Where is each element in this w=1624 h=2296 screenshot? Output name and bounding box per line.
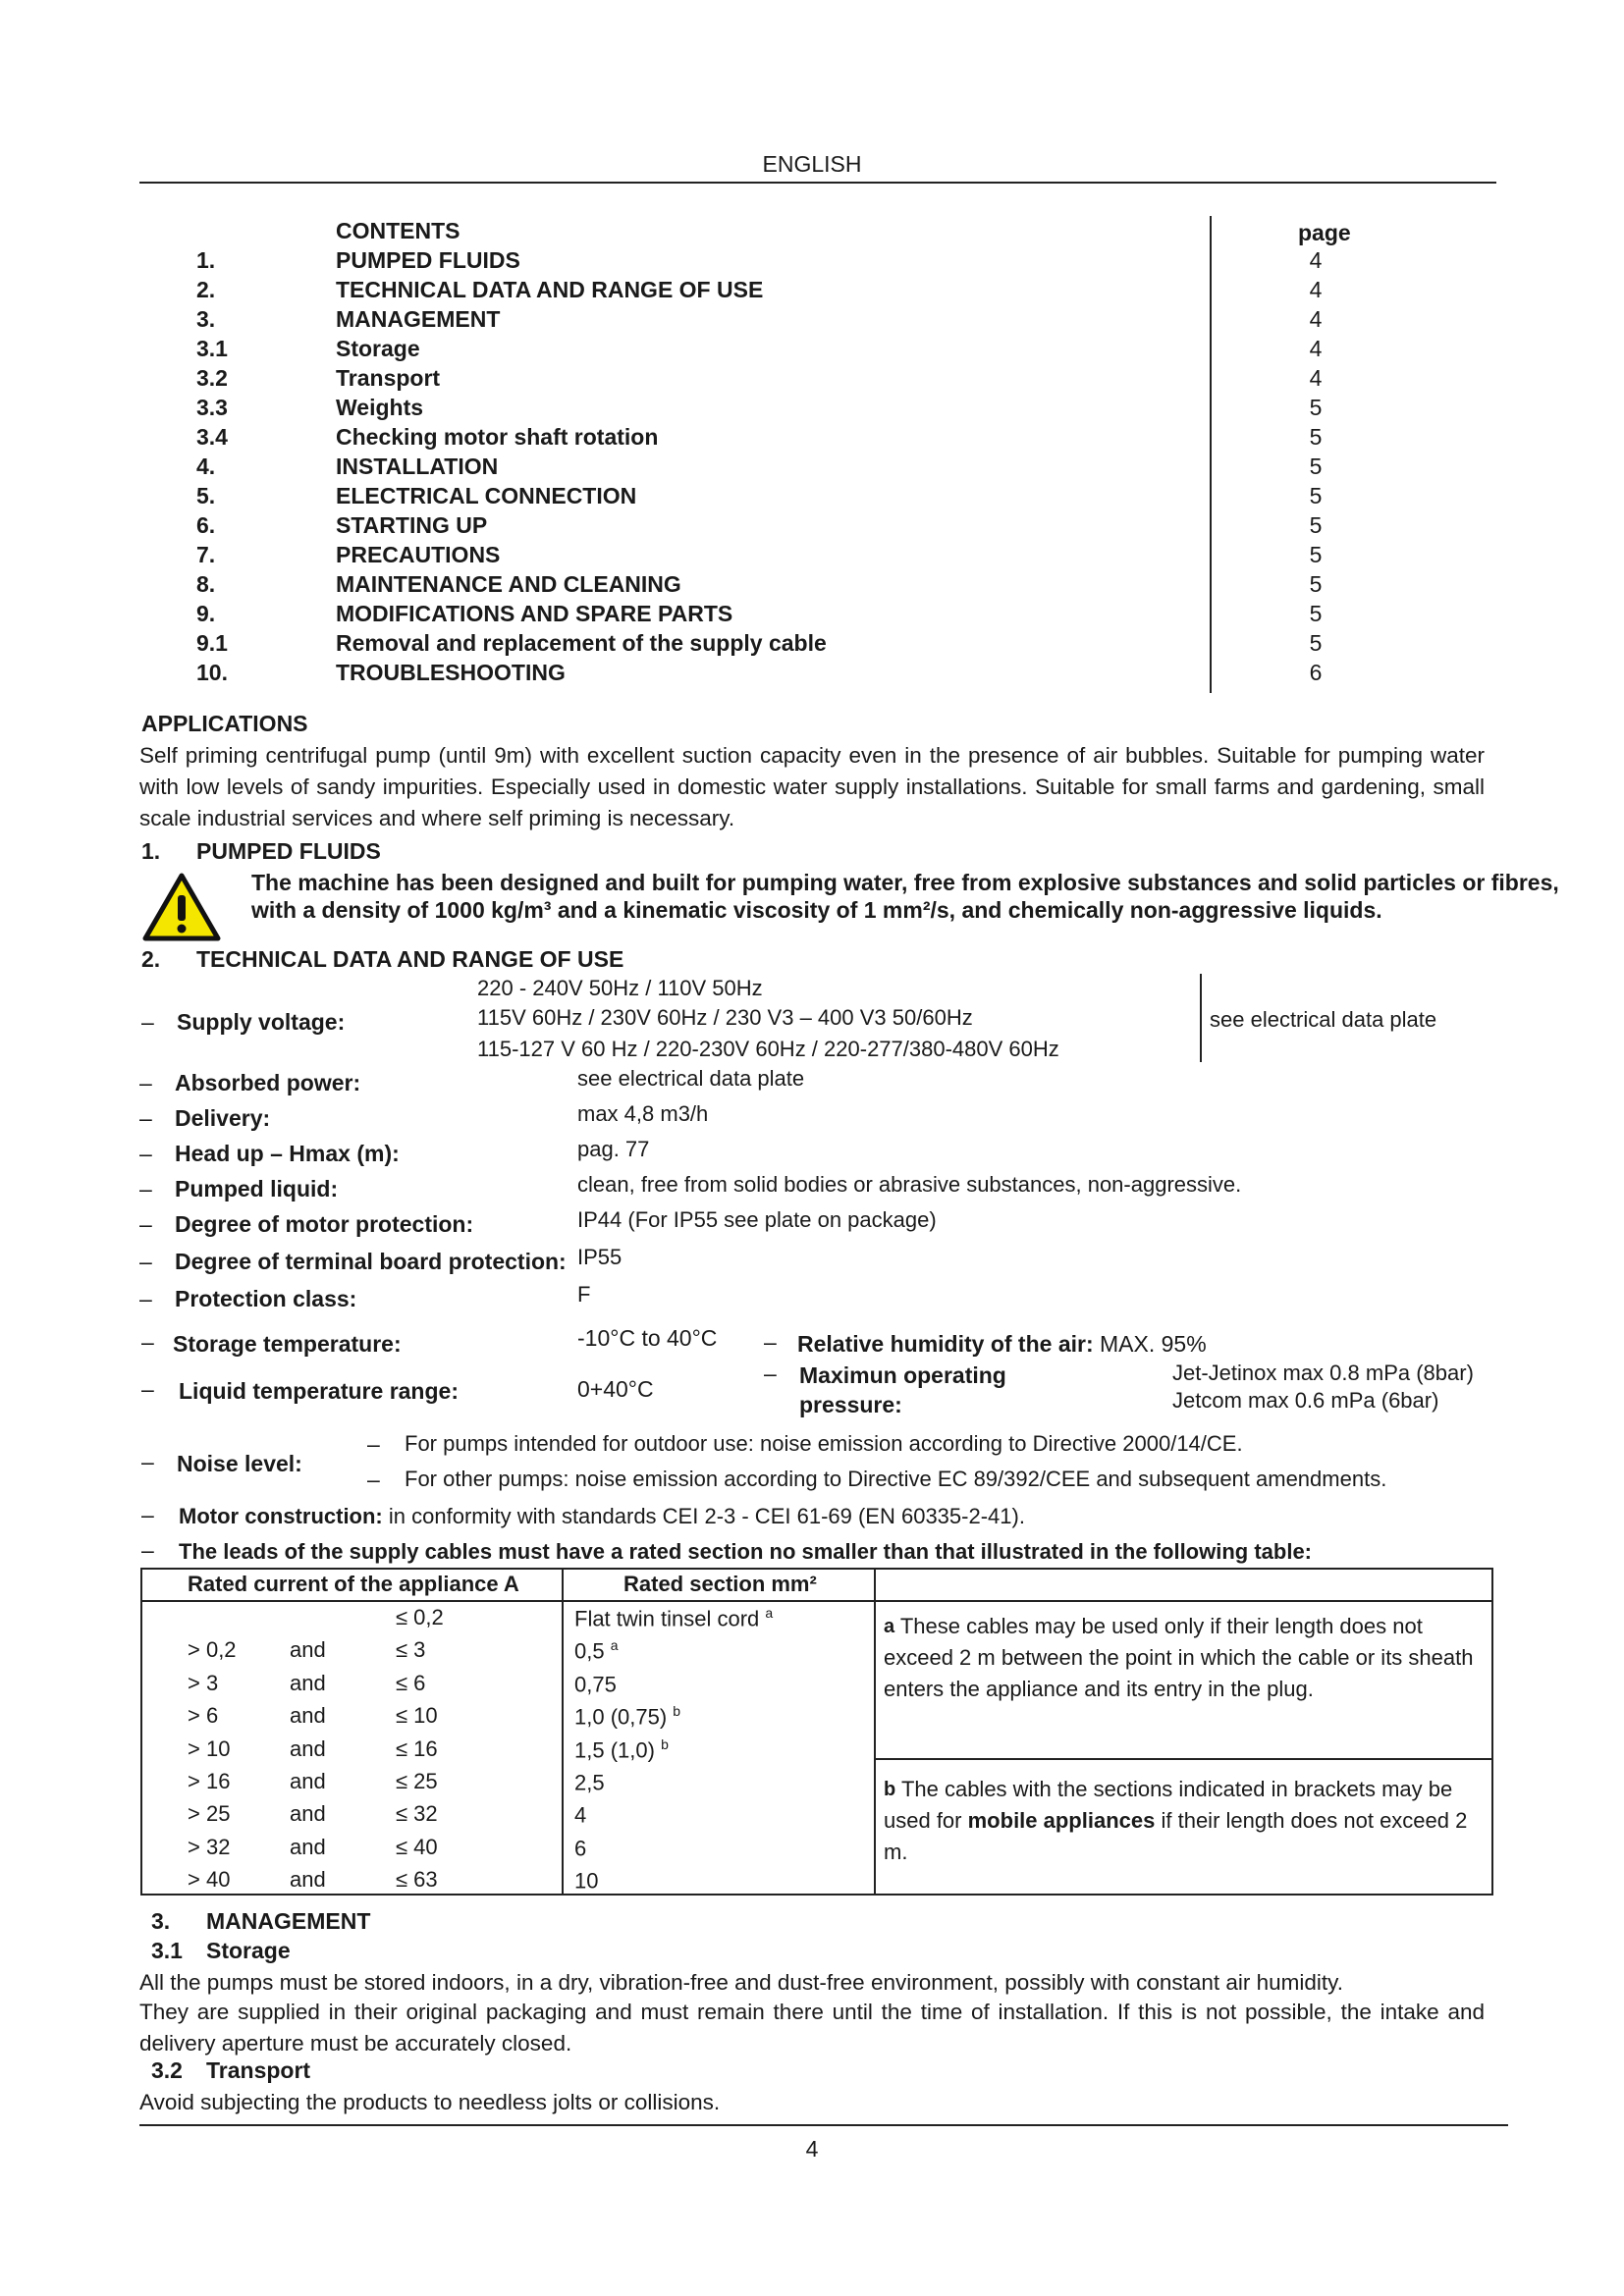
spec-dash: – bbox=[141, 1502, 154, 1527]
toc-item-number: 3.3 bbox=[196, 395, 228, 420]
spec-label: Head up – Hmax (m): bbox=[175, 1141, 400, 1166]
toc-item bbox=[196, 660, 1355, 689]
toc-item bbox=[196, 277, 1355, 306]
table-cell-and: and bbox=[290, 1867, 326, 1893]
table-cell-and: and bbox=[290, 1670, 326, 1695]
table-col-divider bbox=[562, 1570, 564, 1894]
toc-item-number: 10. bbox=[196, 660, 228, 685]
toc-item bbox=[196, 395, 1355, 424]
noise-line1: For pumps intended for outdoor use: noise emission according to Directive 2000/14/CE. bbox=[405, 1431, 1243, 1456]
spec-row bbox=[139, 1172, 1494, 1209]
section-footnote-mark: a bbox=[765, 1605, 774, 1621]
spec-row bbox=[139, 1207, 1494, 1245]
spec-dash: – bbox=[141, 1009, 154, 1035]
table-cell-and: and bbox=[290, 1801, 326, 1827]
toc-item-page: 5 bbox=[1309, 395, 1323, 420]
toc-item bbox=[196, 601, 1355, 630]
toc-item-title: Transport bbox=[336, 365, 441, 391]
toc-item bbox=[196, 542, 1355, 571]
section-value: 0,5 bbox=[574, 1638, 605, 1664]
toc-item bbox=[196, 630, 1355, 660]
table-cell-max-current: ≤ 40 bbox=[396, 1834, 438, 1859]
warning-icon bbox=[141, 872, 222, 942]
max-pressure-value-line1: Jet-Jetinox max 0.8 mPa (8bar) bbox=[1172, 1361, 1474, 1385]
toc-item-number: 2. bbox=[196, 277, 216, 302]
motor-label: Motor construction: bbox=[179, 1504, 383, 1528]
spec-row bbox=[139, 1101, 1494, 1139]
section-value: 0,75 bbox=[574, 1672, 617, 1697]
toc-item-title: Checking motor shaft rotation bbox=[336, 424, 659, 450]
table-cell-and: and bbox=[290, 1769, 326, 1793]
table-cell-max-current: ≤ 25 bbox=[396, 1769, 438, 1793]
spec-value: IP55 bbox=[577, 1245, 623, 1269]
supply-divider bbox=[1200, 974, 1202, 1062]
spec-dash: – bbox=[139, 1286, 152, 1311]
storage-text-1: All the pumps must be stored indoors, in a dry, vibration-free and dust-free environment, possibly with constant air humidity. bbox=[139, 1970, 1343, 1995]
page-header-language: ENGLISH bbox=[762, 151, 862, 177]
section-value: 1,5 (1,0) bbox=[574, 1736, 655, 1762]
toc-item-page: 5 bbox=[1309, 454, 1323, 479]
section-footnote-mark: b bbox=[673, 1703, 681, 1720]
toc-item-title: TROUBLESHOOTING bbox=[336, 660, 566, 685]
section-value: 10 bbox=[574, 1868, 599, 1894]
table-cell-min-current: > 32 bbox=[188, 1834, 231, 1859]
toc-item-title: MAINTENANCE AND CLEANING bbox=[336, 571, 681, 597]
table-cell-min-current: > 3 bbox=[188, 1670, 219, 1695]
table-cell-max-current: ≤ 32 bbox=[396, 1801, 438, 1827]
toc-item-page: 5 bbox=[1309, 630, 1323, 656]
spec-row bbox=[139, 1066, 1494, 1103]
spec-value-line3: 115-127 V 60 Hz / 220-230V 60Hz / 220-277/380-480V 60Hz bbox=[477, 1037, 1059, 1061]
toc-item-number: 7. bbox=[196, 542, 216, 567]
section1-warning-line2: with a density of 1000 kg/m³ and a kinematic viscosity of 1 mm²/s, and chemically non-aggressive liquids. bbox=[251, 897, 1382, 923]
toc-item-page: 5 bbox=[1309, 542, 1323, 567]
section3-1-number: 3.1 bbox=[151, 1938, 183, 1963]
spec-label: Degree of terminal board protection: bbox=[175, 1249, 567, 1274]
toc-title: CONTENTS bbox=[336, 218, 460, 243]
applications-heading: APPLICATIONS bbox=[141, 711, 308, 736]
spec-value: pag. 77 bbox=[577, 1137, 650, 1161]
toc-item-number: 9.1 bbox=[196, 630, 228, 656]
storage-temp-label: Storage temperature: bbox=[173, 1331, 402, 1357]
section-value: 6 bbox=[574, 1836, 587, 1861]
table-cell-min-current: > 40 bbox=[188, 1867, 231, 1893]
spec-dash: – bbox=[139, 1141, 152, 1166]
table-cell-and: and bbox=[290, 1637, 326, 1663]
toc-item-page: 5 bbox=[1309, 512, 1323, 538]
toc-item-title: PUMPED FLUIDS bbox=[336, 247, 520, 273]
toc-item-page: 4 bbox=[1309, 306, 1323, 332]
section-value: 4 bbox=[574, 1802, 587, 1828]
table-header-current: Rated current of the appliance A bbox=[188, 1572, 519, 1596]
toc-item bbox=[196, 365, 1355, 395]
toc-item bbox=[196, 512, 1355, 542]
table-cell-section bbox=[574, 1801, 586, 1828]
toc-item-page: 4 bbox=[1309, 365, 1323, 391]
table-cell-section bbox=[574, 1769, 605, 1795]
note-b-text-post: if their length does not exceed 2 m. bbox=[884, 1808, 1468, 1864]
note-b-text-pre: The cables with the sections indicated in brackets may be used for bbox=[884, 1777, 1453, 1833]
spec-value: F bbox=[577, 1282, 591, 1307]
table-cell-max-current: ≤ 16 bbox=[396, 1735, 438, 1761]
cable-table bbox=[140, 1568, 1493, 1896]
toc-item-title: INSTALLATION bbox=[336, 454, 499, 479]
spec-dash: – bbox=[141, 1449, 154, 1474]
table-cell-min-current: > 6 bbox=[188, 1703, 219, 1729]
section3-1-heading: Storage bbox=[206, 1938, 291, 1963]
note-b-text-bold: mobile appliances bbox=[967, 1808, 1156, 1833]
spec-label: Degree of motor protection: bbox=[175, 1211, 474, 1237]
spec-row bbox=[139, 1282, 1494, 1319]
spec-dash: – bbox=[141, 1329, 154, 1355]
note-a bbox=[884, 1611, 1483, 1705]
note-a-mark: a bbox=[884, 1616, 895, 1637]
toc-item-title: STARTING UP bbox=[336, 512, 488, 538]
max-pressure-label-line2: pressure: bbox=[799, 1392, 902, 1417]
toc-item bbox=[196, 336, 1355, 365]
storage-temp-value: -10°C to 40°C bbox=[577, 1325, 718, 1351]
humidity-label: Relative humidity of the air: bbox=[797, 1331, 1094, 1357]
spec-value-line2: 115V 60Hz / 230V 60Hz / 230 V3 – 400 V3 50/60Hz bbox=[477, 1005, 973, 1030]
transport-text: Avoid subjecting the products to needless jolts or collisions. bbox=[139, 2090, 721, 2114]
toc-item-title: ELECTRICAL CONNECTION bbox=[336, 483, 637, 508]
toc-item-title: Removal and replacement of the supply cable bbox=[336, 630, 827, 656]
spec-dash: – bbox=[367, 1431, 380, 1457]
spec-value: clean, free from solid bodies or abrasive substances, non-aggressive. bbox=[577, 1172, 1242, 1197]
spec-label: Pumped liquid: bbox=[175, 1176, 339, 1201]
spec-label: Delivery: bbox=[175, 1105, 271, 1131]
table-cell-min-current: > 10 bbox=[188, 1735, 231, 1761]
toc-item-number: 5. bbox=[196, 483, 216, 508]
spec-row bbox=[139, 1245, 1494, 1282]
table-cell-max-current: ≤ 3 bbox=[396, 1637, 426, 1663]
section2-number: 2. bbox=[141, 946, 161, 972]
table-cell-section bbox=[574, 1867, 598, 1894]
spec-note: see electrical data plate bbox=[1210, 1007, 1437, 1032]
section-footnote-mark: b bbox=[661, 1735, 669, 1752]
spec-value: max 4,8 m3/h bbox=[577, 1101, 709, 1126]
spec-dash: – bbox=[141, 1537, 154, 1563]
toc-item bbox=[196, 306, 1355, 336]
toc-item-number: 3.2 bbox=[196, 365, 228, 391]
section1-heading: PUMPED FLUIDS bbox=[196, 838, 381, 864]
toc-item-title: TECHNICAL DATA AND RANGE OF USE bbox=[336, 277, 764, 302]
noise-label: Noise level: bbox=[177, 1451, 302, 1476]
header-rule bbox=[139, 182, 1496, 184]
toc-item-page: 4 bbox=[1309, 277, 1323, 302]
spec-dash: – bbox=[139, 1176, 152, 1201]
table-cell-section bbox=[574, 1637, 619, 1664]
section3-heading: MANAGEMENT bbox=[206, 1908, 371, 1934]
table-note-divider bbox=[874, 1758, 1493, 1760]
toc-item-title: PRECAUTIONS bbox=[336, 542, 501, 567]
noise-line2: For other pumps: noise emission according to Directive EC 89/392/CEE and subsequent amendments. bbox=[405, 1467, 1387, 1491]
toc-item-page: 4 bbox=[1309, 247, 1323, 273]
section1-warning-line1: The machine has been designed and built for pumping water, free from explosive substances and solid particles or fibres, bbox=[251, 870, 1559, 895]
toc-item-page: 5 bbox=[1309, 571, 1323, 597]
table-cell-section bbox=[574, 1703, 680, 1730]
spec-dash: – bbox=[764, 1329, 777, 1355]
section-footnote-mark: a bbox=[610, 1637, 619, 1654]
toc-item-title: MODIFICATIONS AND SPARE PARTS bbox=[336, 601, 733, 626]
table-cell-and: and bbox=[290, 1735, 326, 1761]
toc-item-number: 3.1 bbox=[196, 336, 228, 361]
section3-2-number: 3.2 bbox=[151, 2057, 183, 2083]
liquid-temp-value: 0+40°C bbox=[577, 1376, 654, 1402]
spec-dash: – bbox=[139, 1211, 152, 1237]
section-value: 2,5 bbox=[574, 1770, 605, 1795]
table-cell-min-current: > 25 bbox=[188, 1801, 231, 1827]
table-cell-max-current: ≤ 10 bbox=[396, 1703, 438, 1729]
spec-value: IP44 (For IP55 see plate on package) bbox=[577, 1207, 937, 1232]
spec-dash: – bbox=[139, 1105, 152, 1131]
table-cell-and: and bbox=[290, 1834, 326, 1859]
spec-dash: – bbox=[139, 1070, 152, 1095]
toc-item-title: MANAGEMENT bbox=[336, 306, 501, 332]
table-cell-section bbox=[574, 1671, 617, 1697]
table-cell-max-current: ≤ 0,2 bbox=[396, 1605, 444, 1629]
note-a-text: These cables may be used only if their length does not exceed 2 m between the point in which the cable or its sheath enters the appliance and its entry in the plug. bbox=[884, 1614, 1474, 1701]
table-cell-min-current: > 16 bbox=[188, 1769, 231, 1793]
section-value: Flat twin tinsel cord bbox=[574, 1606, 760, 1631]
note-b bbox=[884, 1774, 1483, 1868]
table-cell-section bbox=[574, 1605, 773, 1631]
spec-dash: – bbox=[764, 1361, 777, 1386]
table-cell-max-current: ≤ 63 bbox=[396, 1867, 438, 1893]
toc-item bbox=[196, 483, 1355, 512]
max-pressure-value-line2: Jetcom max 0.6 mPa (6bar) bbox=[1172, 1388, 1439, 1413]
spec-dash: – bbox=[367, 1467, 380, 1492]
toc-item bbox=[196, 454, 1355, 483]
section3-2-heading: Transport bbox=[206, 2057, 311, 2083]
spec-label: Absorbed power: bbox=[175, 1070, 361, 1095]
toc-item-number: 6. bbox=[196, 512, 216, 538]
spec-value: see electrical data plate bbox=[577, 1066, 805, 1091]
toc-item bbox=[196, 424, 1355, 454]
table-header-rule bbox=[142, 1600, 1491, 1602]
spec-dash: – bbox=[141, 1376, 154, 1402]
toc-item-page: 5 bbox=[1309, 601, 1323, 626]
spec-value-line1: 220 - 240V 50Hz / 110V 50Hz bbox=[477, 976, 763, 1000]
toc-item-number: 9. bbox=[196, 601, 216, 626]
footer-rule bbox=[139, 2124, 1508, 2126]
toc-item-number: 3. bbox=[196, 306, 216, 332]
page-number: 4 bbox=[805, 2136, 819, 2162]
storage-text-2: They are supplied in their original packaging and must remain there until the time of installation. If this is not possible, the intake and delivery aperture must be accurately closed. bbox=[139, 2000, 1485, 2056]
spec-dash: – bbox=[139, 1249, 152, 1274]
section2-heading: TECHNICAL DATA AND RANGE OF USE bbox=[196, 946, 624, 972]
toc-item-title: Storage bbox=[336, 336, 420, 361]
toc-item-number: 1. bbox=[196, 247, 216, 273]
spec-label: Protection class: bbox=[175, 1286, 357, 1311]
toc-item bbox=[196, 247, 1355, 277]
table-cell-section bbox=[574, 1736, 669, 1763]
section3-number: 3. bbox=[151, 1908, 171, 1934]
max-pressure-label-line1: Maximun operating bbox=[799, 1362, 1006, 1388]
toc-page-header: page bbox=[1298, 220, 1351, 245]
table-col-divider bbox=[874, 1570, 876, 1894]
toc-item-number: 8. bbox=[196, 571, 216, 597]
table-cell-and: and bbox=[290, 1703, 326, 1729]
toc-item-page: 5 bbox=[1309, 424, 1323, 450]
toc-item-title: Weights bbox=[336, 395, 424, 420]
leads-text: The leads of the supply cables must have a rated section no smaller than that illustrated in the following table: bbox=[179, 1539, 1313, 1564]
toc-item-number: 4. bbox=[196, 454, 216, 479]
table-cell-min-current: > 0,2 bbox=[188, 1637, 237, 1663]
note-b-mark: b bbox=[884, 1779, 896, 1800]
spec-label: Supply voltage: bbox=[177, 1009, 346, 1035]
toc-item-page: 6 bbox=[1309, 660, 1323, 685]
liquid-temp-label: Liquid temperature range: bbox=[179, 1378, 459, 1404]
toc-item-number: 3.4 bbox=[196, 424, 228, 450]
toc-item-page: 4 bbox=[1309, 336, 1323, 361]
section1-number: 1. bbox=[141, 838, 161, 864]
toc-item-page: 5 bbox=[1309, 483, 1323, 508]
applications-text: Self priming centrifugal pump (until 9m) with excellent suction capacity even in the presence of air bubbles. Suitable for pumping water with low levels of sandy impurities. Especially used in domestic water supply installations. Suitable for small farms and gardening, small scale industrial services and where self priming is necessary. bbox=[139, 743, 1485, 830]
section-value: 1,0 (0,75) bbox=[574, 1704, 668, 1730]
spec-row bbox=[139, 1137, 1494, 1174]
table-header-section: Rated section mm² bbox=[623, 1572, 817, 1596]
humidity-value: MAX. 95% bbox=[1100, 1331, 1207, 1357]
table-cell-section bbox=[574, 1835, 586, 1861]
toc-item bbox=[196, 571, 1355, 601]
table-cell-max-current: ≤ 6 bbox=[396, 1670, 426, 1695]
motor-value: in conformity with standards CEI 2-3 - CEI 61-69 (EN 60335-2-41). bbox=[388, 1504, 1025, 1528]
